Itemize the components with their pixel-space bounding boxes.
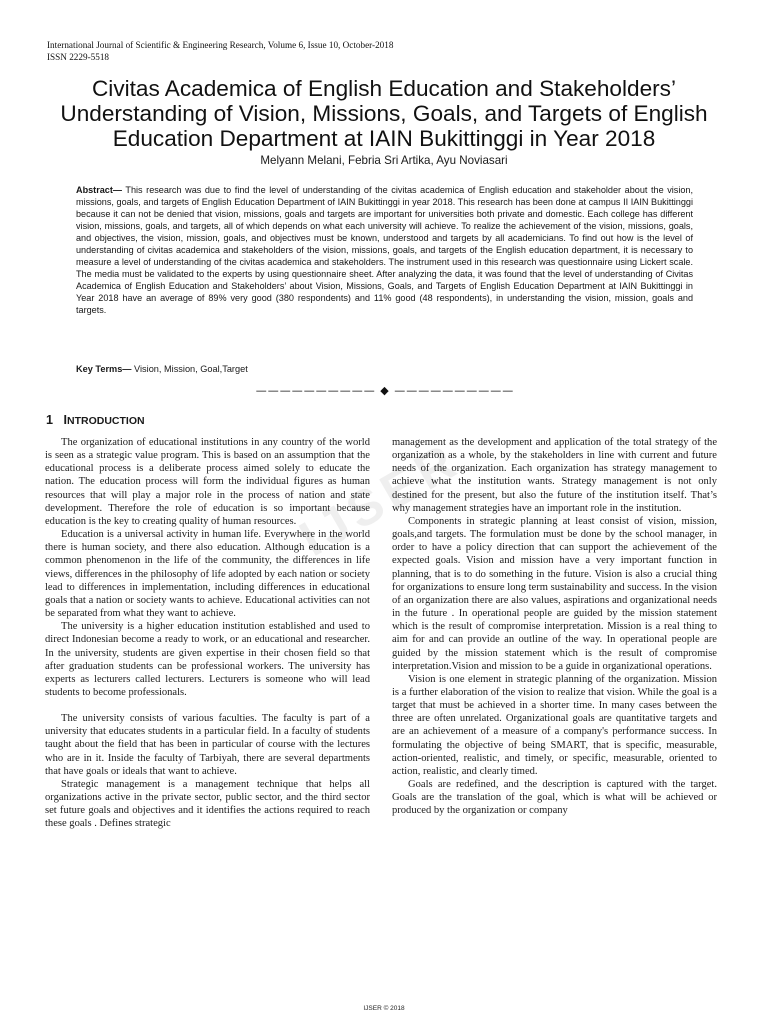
left-column [45, 436, 370, 831]
journal-header [47, 39, 687, 63]
abstract [76, 184, 693, 317]
key-terms-text: Vision, Mission, Goal,Target [131, 364, 248, 374]
section-separator: —————————— ◆ —————————— [255, 384, 515, 397]
authors: Melyann Melani, Febria Sri Artika, Ayu Noviasari [260, 154, 508, 167]
key-terms-label: Key Terms— [76, 364, 132, 374]
paragraph: Education is a universal activity in human life. Everywhere in the world there is human society, and there also education. Although education is a common phenomenon in the life of the community, the differences in life views, differences in the philosophy of life adopted by each nation or society lead to differences in implementation, including differences in educational goals that a nation or society wants to achieve. Educational activities can not be separated from what they want to achieve. [45, 529, 370, 620]
ijser-watermark: IJSER [290, 431, 470, 567]
paragraph: Goals are redefined, and the description is captured with the target. Goals are the translation of the goal, which is what will be achieved or produced by the organization or company [392, 779, 717, 817]
paragraph: Components in strategic planning at least consist of vision, mission, goals,and targets. The formulation must be done by the school manager, in order to have a policy direction that can support the achievement of the expected goals. Vision and mission have a very important function in planning, that is to do something in the future. Vision is also a crucial thing for organizations to ensure long term sustainability and success. In the vision of an organization there are also values, aspirations and organizational needs in the future . In operational people are guided by the mission statement which is the result of compromise interpretation. Mission is a real thing to aim for and can provide an outline of the way. In operational people are guided by the mission statement which is the result of compromise interpretation.Vision and mission to be a guide in organizational operations. [392, 515, 717, 672]
right-column [392, 436, 717, 818]
paragraph: The university consists of various faculties. The faculty is part of a university that educates students in a particular field. In a faculty of students taught about the field that has been in particular of course with the lectures who are in it. Inside the faculty of Tarbiyah, there are several departments that have goals or ideals that want to achieve. [45, 713, 370, 777]
paragraph: The organization of educational institutions in any country of the world is seen as a strategic value program. This is based on an assumption that the educational process is a deliberate process aimed solely to educate the nation. The education process will form the individual figures as human resources that will play a major role in the process of nation and state development. Therefore the role of education is so important because education is the key to creating quality of human resources. [45, 437, 370, 527]
paragraph: The university is a higher education institution established and used to direct Indonesian become a ready to work, or an educational and researcher. In the university, students are given expertise in their chosen field so that after graduation students can be professional workers. The university has experts as lecturers called lecturers. Lecturers is someone who will lead students to become professionals. [45, 621, 370, 698]
section-title-initial: I [63, 413, 68, 427]
issn: ISSN 2229-5518 [47, 52, 110, 62]
paragraph: management as the development and application of the total strategy of the organization as a whole, by the stakeholders in line with current and future needs of the organization. Each organization has strategy management to achieve what the institution wants. Strategy management is not only destined for the present, but also the future of the institution itself. That’s why management strategies have an important role in the institution. [392, 437, 717, 514]
paragraph: Vision is one element in strategic planning of the organization. Mission is a further elaboration of the vision to realize that vision. While the goal is a target that must be achieved in a shorter time. In many cases between the three are often unrelated. Organizational goals are quantitative targets and are an achievement of a measure of a company's performance success. In formulating the objective of being SMART, that is specific, measurable, action-oriented, realistic, and timely, or specific, measurable, oriented to action, realistic, and clearly timed. [392, 673, 717, 777]
page-footer: IJSER © 2018 [363, 1005, 405, 1012]
section-number: 1 [46, 413, 54, 427]
abstract-label: Abstract— [76, 185, 122, 195]
paragraph: Strategic management is a management technique that helps all organizations active in the private sector, public sector, and the third sector set future goals and objectives and it identifies the actions required to reach these goals . Defines strategic [45, 778, 370, 830]
paper-title: Civitas Academica of English Education and Stakeholders’ Understanding of Vision, Missions, Goals, and Targets of English Education Department at IAIN Bukittinggi in Year 2018 [60, 76, 708, 151]
journal-citation: International Journal of Scientific & Engineering Research, Volume 6, Issue 10, October-2018 [47, 40, 394, 50]
section-heading-introduction [46, 412, 145, 429]
abstract-text: This research was due to find the level of understanding of the civitas academica of English education and stakeholder about the vision, missions, goals, and targets of English Education Department of IAIN Bukittinggi in year 2018. This research has been done at campus II IAIN Bukittinggi because it can not be denied that vision, missions, goals and targets are important for universities both private and domestic. Each college has different vision, missions, goals, and targets, all of which depends on what each university will achieve. To realize the achievement of the vision, missions, goals, and objectives, the vision, mission, goals, and objectives must be known, understood and targets by all academicians. To find out how is the level of understanding of civitas academica and stakeholders of the vision, missions, goals, and targets of the English education department, it is necessary to measure a level of understanding of the civitas academica and stakeholders. The instrument used in this research was questionnaire using Lickert scale. The media must be validated to the experts by using questionnaire sheet. After analyzing the data, it was found that the level of understanding of Civitas Academica of English Education and Stakeholders’ about Vision, Missions, Goals, and Targets of English Education Department at IAIN Bukittinggi in Year 2018 have an average of 89% very good (380 respondents) and 11% good (48 respondents), in understanding the vision, mission, goals and targets. [76, 185, 693, 316]
section-title-rest: NTRODUCTION [67, 415, 145, 427]
key-terms [76, 363, 693, 375]
